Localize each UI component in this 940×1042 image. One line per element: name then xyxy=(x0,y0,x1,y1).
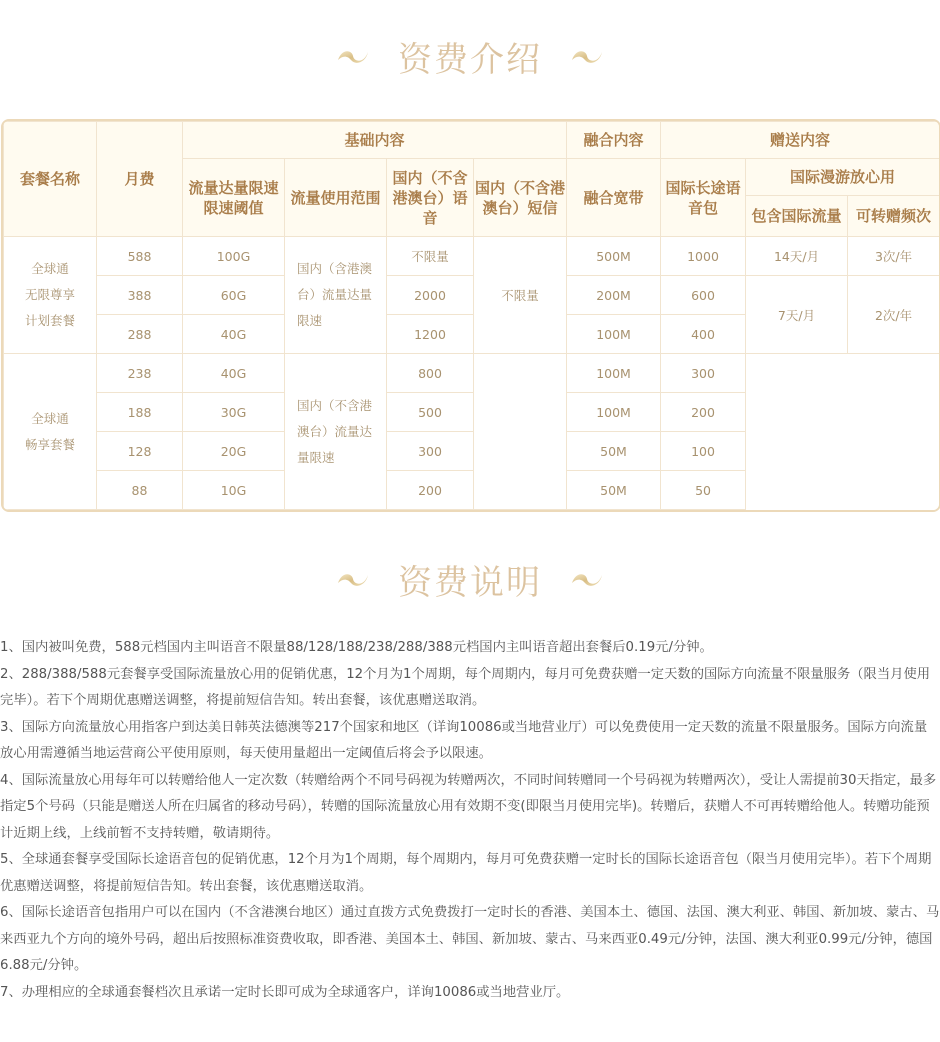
header-gift-content: 赠送内容 xyxy=(661,122,940,159)
package-name-cell: 全球通 无限尊享 计划套餐 xyxy=(4,237,97,354)
fee-cell: 128 xyxy=(97,432,183,471)
header-domestic-sms: 国内（不含港澳台）短信 xyxy=(474,159,567,237)
broadband-cell: 50M xyxy=(567,471,661,510)
threshold-cell: 100G xyxy=(183,237,285,276)
gold-leaf-icon xyxy=(570,46,604,66)
voice-cell: 800 xyxy=(387,354,474,393)
intl-voice-cell: 200 xyxy=(661,393,746,432)
roaming-cell-empty xyxy=(746,354,940,510)
note-item: 2、288/388/588元套餐享受国际流量放心用的促销优惠，12个月为1个周期，每个周期内，每月可免费获赠一定天数的国际方向流量不限量服务（限当月使用完毕）。若下个周期优惠赠送调整，将提前短信告知。转出套餐，该优惠赠送取消。 xyxy=(0,666,931,708)
intl-voice-cell: 100 xyxy=(661,432,746,471)
gold-leaf-icon xyxy=(336,569,370,589)
intl-voice-cell: 400 xyxy=(661,315,746,354)
note-item: 4、国际流量放心用每年可以转赠给他人一定次数（转赠给两个不同号码视为转赠两次，不同时间转赠同一个号码视为转赠两次），受让人需提前30天指定，最多指定5个号码（只能是赠送人所在归属省的移动号码），转赠的国际流量放心用有效期不变(即限当月使用完毕)。转赠后，获赠人不可再转赠给他人。转赠功能预计近期上线，上线前暂不支持转赠，敬请期待。 xyxy=(0,772,937,841)
section-title-text: 资费说明 xyxy=(398,562,542,603)
fee-cell: 588 xyxy=(97,237,183,276)
header-package-name: 套餐名称 xyxy=(4,122,97,237)
threshold-cell: 40G xyxy=(183,315,285,354)
header-broadband: 融合宽带 xyxy=(567,159,661,237)
fee-table xyxy=(3,121,940,510)
intl-data-cell: 7天/月 xyxy=(746,276,848,354)
intl-data-cell: 14天/月 xyxy=(746,237,848,276)
fee-cell: 288 xyxy=(97,315,183,354)
header-fusion-content: 融合内容 xyxy=(567,122,661,159)
threshold-cell: 30G xyxy=(183,393,285,432)
section-title-fee-intro xyxy=(0,30,940,82)
header-transfer-freq: 可转赠频次 xyxy=(848,196,940,237)
voice-cell: 300 xyxy=(387,432,474,471)
fee-cell: 188 xyxy=(97,393,183,432)
header-monthly-fee: 月费 xyxy=(97,122,183,237)
broadband-cell: 500M xyxy=(567,237,661,276)
table-row xyxy=(4,237,940,276)
header-intl-data: 包含国际流量 xyxy=(746,196,848,237)
fee-cell: 238 xyxy=(97,354,183,393)
transfer-cell: 2次/年 xyxy=(848,276,940,354)
header-intl-voice: 国际长途语音包 xyxy=(661,159,746,237)
header-roaming: 国际漫游放心用 xyxy=(746,159,940,196)
sms-cell: 不限量 xyxy=(474,237,567,354)
transfer-cell: 3次/年 xyxy=(848,237,940,276)
intl-voice-cell: 600 xyxy=(661,276,746,315)
note-item: 1、国内被叫免费，588元档国内主叫语音不限量88/128/188/238/288/388元档国内主叫语音超出套餐后0.19元/分钟。 xyxy=(0,640,713,655)
gold-leaf-icon xyxy=(570,569,604,589)
note-item: 6、国际长途语音包指用户可以在国内（不含港澳台地区）通过直拨方式免费拨打一定时长的香港、美国本土、德国、法国、澳大利亚、韩国、新加坡、蒙古、马来西亚九个方向的境外号码，超出后按照标准资费收取，即香港、美国本土、韩国、新加坡、蒙古、马来西亚0.49元/分钟，法国、澳大利亚0.99元/分钟，德国6.88元/分钟。 xyxy=(0,905,940,973)
broadband-cell: 100M xyxy=(567,393,661,432)
voice-cell: 2000 xyxy=(387,276,474,315)
intl-voice-cell: 50 xyxy=(661,471,746,510)
data-scope-cell: 国内（含港澳台）流量达量限速 xyxy=(285,237,387,354)
table-row xyxy=(4,276,940,315)
table-row xyxy=(4,354,940,393)
fee-notes-list xyxy=(0,635,940,1006)
gold-leaf-icon xyxy=(336,46,370,66)
fee-cell: 388 xyxy=(97,276,183,315)
package-name-cell: 全球通 畅享套餐 xyxy=(4,354,97,510)
data-scope-cell: 国内（不含港澳台）流量达量限速 xyxy=(285,354,387,510)
broadband-cell: 200M xyxy=(567,276,661,315)
note-item: 5、全球通套餐享受国际长途语音包的促销优惠，12个月为1个周期，每个周期内，每月可免费获赠一定时长的国际长途语音包（限当月使用完毕）。若下个周期优惠赠送调整，将提前短信告知。转出套餐，该优惠赠送取消。 xyxy=(0,852,932,894)
threshold-cell: 40G xyxy=(183,354,285,393)
header-basic-content: 基础内容 xyxy=(183,122,567,159)
threshold-cell: 10G xyxy=(183,471,285,510)
header-domestic-voice: 国内（不含港澳台）语音 xyxy=(387,159,474,237)
section-title-fee-notes xyxy=(0,553,940,605)
threshold-cell: 20G xyxy=(183,432,285,471)
broadband-cell: 100M xyxy=(567,315,661,354)
broadband-cell: 50M xyxy=(567,432,661,471)
voice-cell: 1200 xyxy=(387,315,474,354)
voice-cell: 500 xyxy=(387,393,474,432)
fee-cell: 88 xyxy=(97,471,183,510)
fee-table-container xyxy=(1,119,940,512)
voice-cell: 不限量 xyxy=(387,237,474,276)
note-item: 3、国际方向流量放心用指客户到达美日韩英法德澳等217个国家和地区（详询10086或当地营业厅）可以免费使用一定天数的流量不限量服务。国际方向流量放心用需遵循当地运营商公平使用原则，每天使用量超出一定阈值后将会予以限速。 xyxy=(0,719,928,761)
header-data-scope: 流量使用范围 xyxy=(285,159,387,237)
broadband-cell: 100M xyxy=(567,354,661,393)
header-speed-threshold: 流量达量限速限速阈值 xyxy=(183,159,285,237)
intl-voice-cell: 1000 xyxy=(661,237,746,276)
intl-voice-cell: 300 xyxy=(661,354,746,393)
note-item: 7、办理相应的全球通套餐档次且承诺一定时长即可成为全球通客户，详询10086或当地营业厅。 xyxy=(0,984,570,1000)
voice-cell: 200 xyxy=(387,471,474,510)
threshold-cell: 60G xyxy=(183,276,285,315)
section-title-text: 资费介绍 xyxy=(398,39,542,80)
sms-cell-empty xyxy=(474,354,567,510)
